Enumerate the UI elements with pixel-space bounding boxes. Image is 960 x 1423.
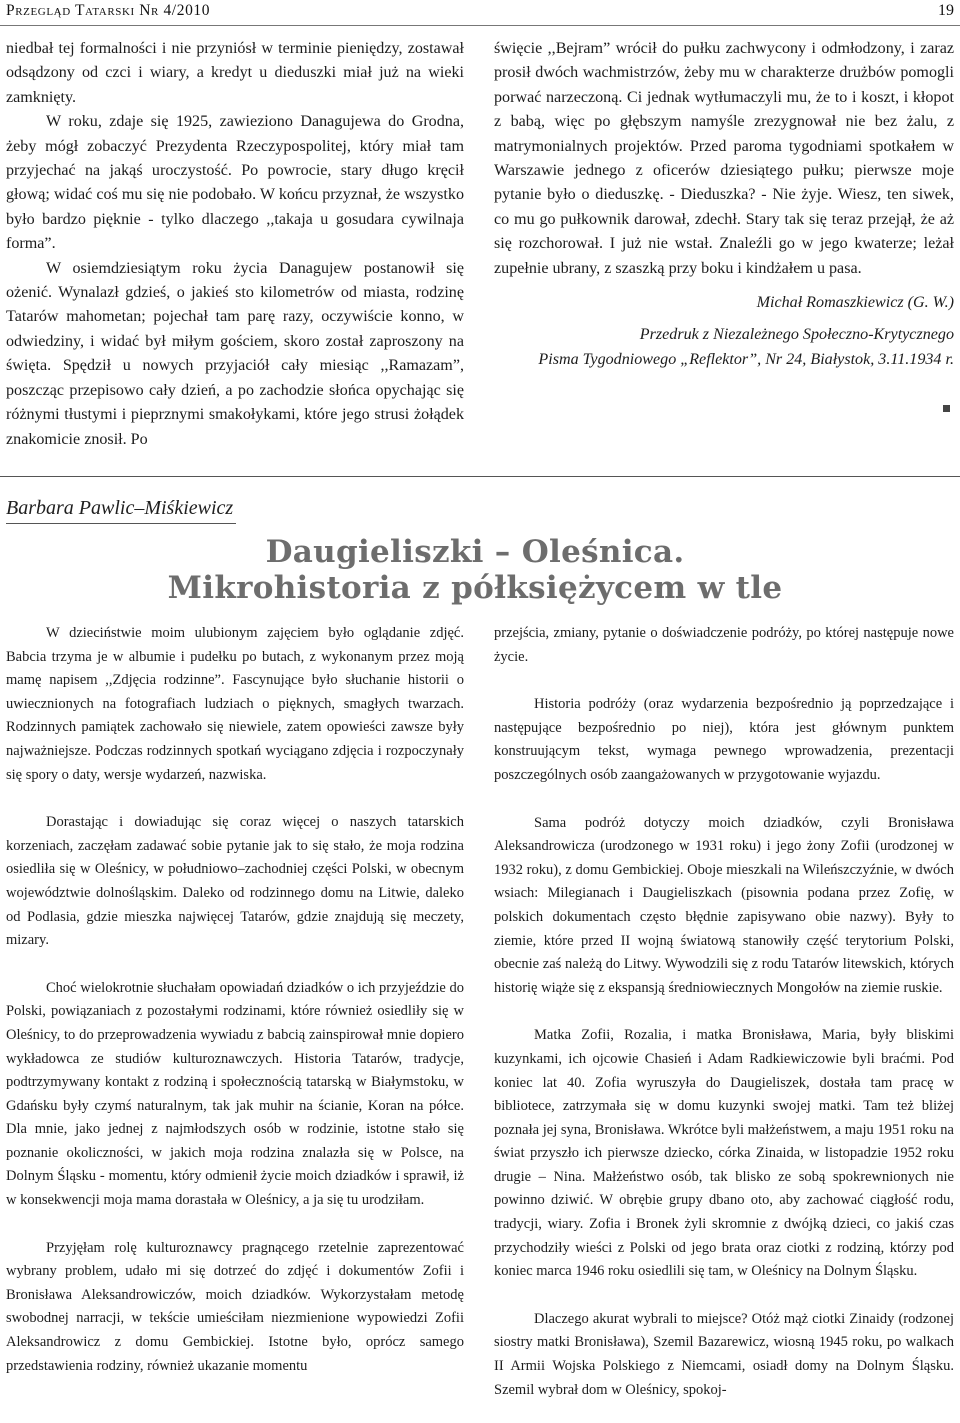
prev-article-left-column <box>6 37 464 452</box>
article-title-line-1: Daugieliszki – Oleśnica. <box>265 534 685 570</box>
reprint-note-line-2: Pisma Tygodniowego „Reflektor”, Nr 24, Białystok, 3.11.1934 r. <box>538 350 954 368</box>
paragraph: Sama podróż dotyczy moich dziadków, czyli Bronisława Aleksandrowicza (urodzonego w 1931 roku) i jego żony Zofii (urodzonej w 1932 roku), z domu Gembickiej. Oboje mieszkali na Wileńszczyźnie, w dwóch wsiach: Milegianach i Daugieliszkach (pisownia podana przez Zofię, w polskich dokumentach często błędnie zapisywano obie nazwy). Były to ziemie, które przed II wojną światową stanowiły część terytorium Polski, obecnie zaś należą do Litwy. Wywodzili się z rodu Tatarów litewskich, których historię wiąże się z ekspansją średniowiecznych Mongołów na ziemie ruskie. <box>494 814 954 996</box>
paragraph: Historia podróży (oraz wydarzenia bezpośrednio ją poprzedzające i następujące bezpośrednio po niej), która jest głównym punktem konstruującym tekst, wymaga pewnego wprowadzenia, prezentacji poszczególnych osób zaangażowanych w przygotowanie wyjazdu. <box>494 696 954 783</box>
author-underline <box>6 523 236 524</box>
journal-header: Przegląd Tatarski Nr 4/2010 <box>6 2 211 19</box>
paragraph: Matka Zofii, Rozalia, i matka Bronisława, Maria, były bliskimi kuzynkami, ich ojcowie Chasień i Adam Radkiewiczowie byli braćmi. Pod koniec lat 40. Zofia wyruszyła do Daugieliszek, dostała tam pracę w bibliotece, zatrzymała się w domu kuzynki swojej matki. Tam też bliżej poznała jej syna, Bronisława. Wkrótce byli małżeństwem, a maju 1951 roku na świat przyszło ich pierwsze dziecko, córka Zinaida, w listopadzie 1952 roku drugie – Nina. Małżeństwo osób, tak blisko ze sobą spokrewnionych nie powinno dziwić. W obrębie grupy dbano oto, aby zachować ciągłość rodu, tradycji, wiary. Zofia i Bronek żyli skromnie z dwójką dzieci, co jakiś czas przychodziły wieści z Polski od jego brata oraz ciotki z rodziną, którzy pod koniec marca 1946 roku osiedlili się tam, w Oleśnicy na Dolnym Śląsku. <box>494 1027 954 1280</box>
header-divider <box>0 25 960 26</box>
paragraph: Dlaczego akurat wybrali to miejsce? Otóż mąż ciotki Zinaidy (rodzonej siostry matki Bronisława), Szemil Bazarewicz, wiosną 1945 roku, po walkach II Armii Wojska Polskiego z Niemcami, osiadł domy na Dolnym Śląsku. Szemil wybrał dom w Oleśnicy, spokoj- <box>494 1310 954 1398</box>
page-number: 19 <box>938 2 954 19</box>
paragraph: niedbał tej formalności i nie przyniósł w terminie pieniędzy, zostawał odsądzony od czci i wiary, a kredyt u dieduszki miał już na wieki zamknięty. <box>6 40 464 106</box>
article-signature: Michał Romaszkiewicz (G. W.) <box>756 294 954 312</box>
paragraph: Przyjęłam rolę kulturoznawcy pragnącego rzetelnie zaprezentować wybrany problem, udało mi się dotrzeć do zdjęć i dokumentów Zofii i Bronisława Aleksandrowiczów, moich dziadków. Wykorzystałam metodę swobodnej narracji, w tekście umieściłam niezmienione wypowiedzi Zofii Aleksandrowicz z domu Gembickiej. Istotne było, oprócz samego przedstawienia rodziny, również ukazanie momentu <box>6 1239 464 1374</box>
paragraph: W dzieciństwie moim ulubionym zajęciem było oglądanie zdjęć. Babcia trzyma je w albumie i pudełku po butach, z wykonanym przez moją mamę napisem ,,Zdjęcia rodzinne”. Fascynujące było słuchanie historii o uwiecznionych na fotografiach ludziach o pięknych, smagłych twarzach. Rodzinnych pamiątek zachowało się niewiele, zatem opowieści zawsze były najważniejsze. Podczas rodzinnych spotkań wyciągano zdjęcia i rozpoczynały się spory o daty, wersje wydarzeń, nazwiska. <box>6 625 464 783</box>
article-left-column <box>6 622 464 1378</box>
paragraph: W osiemdziesiątym roku życia Danagujew postanowił się ożenić. Wynalazł gdzieś, o jakieś sto kilometrów od miasta, rodzinę Tatarów mahometan; pojechał tam parę razy, oczywiście konno, w odwiedziny, i widać był miłym gościem, skoro został zaproszony na święta. Spędził u nowych przyjaciół cały miesiąc ,,Ramazam”, poszcząc przepisowo cały dzień, a po zachodzie słońca opychając się różnymi tłustymi i pieprznymi smakołykami, które jego strusi żołądek znakomicie znosił. Po <box>6 259 464 448</box>
article-right-column <box>494 622 954 1402</box>
article-title-line-2: Mikrohistoria z półksiężycem w tle <box>167 570 783 606</box>
section-divider <box>0 476 960 477</box>
paragraph: święcie ,,Bejram” wrócił do pułku zachwycony i odmłodzony, i zaraz prosił dwóch wachmistrzów, żeby mu w charakterze drużbów pomogli porwać narzeczoną. Ci jednak wytłumaczyli mu, że to i koszt, i kłopot z babą, więc po głębszym namyśle zrezygnował nie bez żalu, z matrymonialnych projektów. Przed paroma tygodniami spotkałem w Warszawie jednego z oficerów dziesiątego pułku; pierwsze moje pytanie było o dieduszkę. - Dieduszka? - Nie żyje. Wiesz, ten siwek, co mu go pułkownik darował, zdechł. Stary tak się teraz przejął, że aż się rozchorował. I już nie wstał. Znaleźli go w jego kwaterze; leżał zupełnie ubrany, z szaszką przy boku i kindżałem u pasa. <box>494 40 954 277</box>
paragraph: przejścia, zmiany, pytanie o doświadczenie podróży, po której następuje nowe życie. <box>494 625 954 665</box>
paragraph: Dorastając i dowiadując się coraz więcej o naszych tatarskich korzeniach, zaczęłam zadawać sobie pytanie jak to się stało, że moja rodzina osiedliła się w Oleśnicy, w południowo–zachodniej części Polski, w obecnym województwie dolnośląskim. Daleko od rodzinnego domu na Litwie, daleko od Podlasia, gdzie mieszka najwięcej Tatarów, gdzie znajdują się meczety, mizary. <box>6 814 464 949</box>
paragraph: W roku, zdaje się 1925, zawieziono Danagujewa do Grodna, żeby mógł zobaczyć Prezydenta Rzeczypospolitej, który miał tam przyjechać na jakąś uroczystość. Po powrocie, stary długo kręcił głową; widać coś mu się nie podobało. W końcu przyznał, że wszystko było bardzo pięknie - tylko dlaczego ,,takaja u gosudara cywilnaja forma”. <box>6 113 464 253</box>
article-author: Barbara Pawlic–Miśkiewicz <box>6 497 234 519</box>
prev-article-right-column <box>494 37 954 372</box>
reprint-note-line-1: Przedruk z Niezależnego Społeczno-Krytycznego <box>639 326 954 344</box>
paragraph: Choć wielokrotnie słuchałam opowiadań dziadków o ich przyjeździe do Polski, powiązaniach z pozostałymi rodzinami, które również osiedliły się w Oleśnicy, to do przeprowadzenia wywiadu z babcią zainspirował mnie dopiero wykładowca ze studiów kulturoznawczych. Historia Tatarów, tradycje, podtrzymywany kontakt z rodziną i społecznością tatarską w Białymstoku, w Gdańsku były czymś naturalnym, tak jak muhir na ścianie, Koran na półce. Dla mnie, jako jednej z najmłodszych osób w rodzinie, istotne stało się poznanie okoliczności, w jakich moja rodzina znalazła się w Polsce, na Dolnym Śląsku - momentu, który odmienił życie moich dziadków i sprawił, iż w konsekwencji moja mama dorastała w Oleśnicy, a ja się tu urodziłam. <box>6 979 464 1209</box>
end-of-article-square-icon <box>943 405 950 412</box>
article-title <box>150 534 800 606</box>
